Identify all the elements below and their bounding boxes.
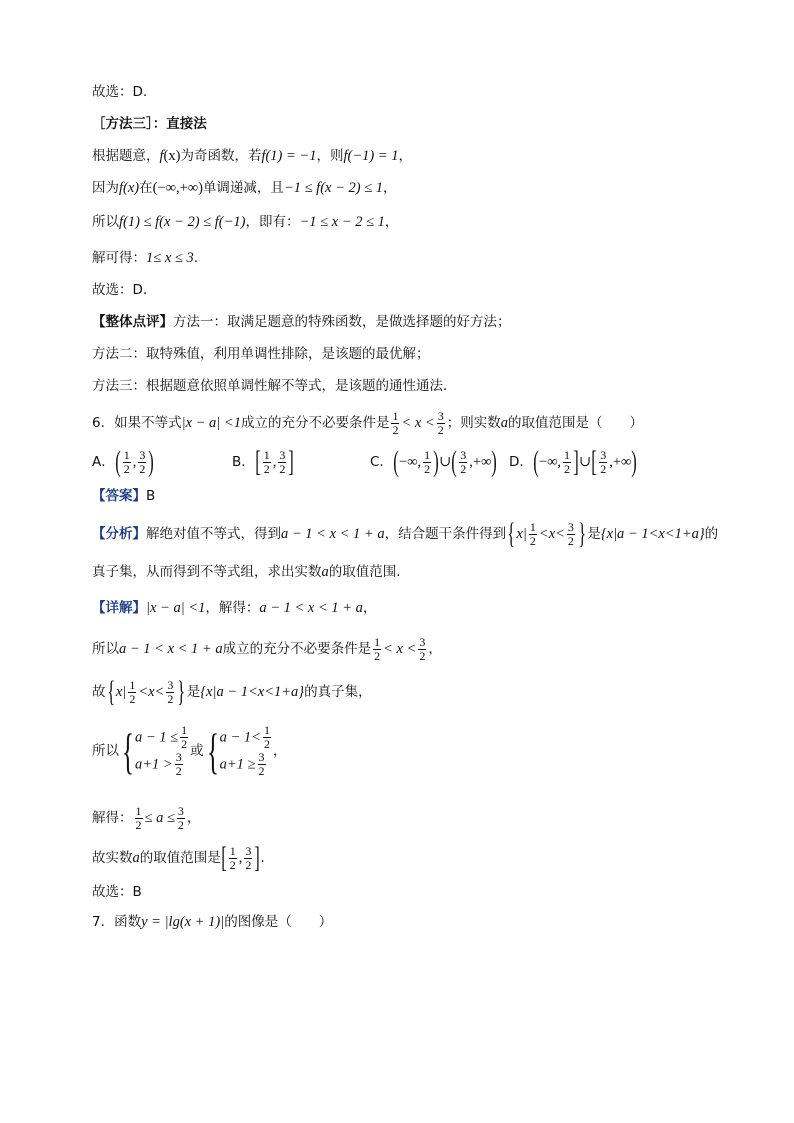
- system-1: a − 1 ≤ $\frac{1}{2}$ a+1 > $\frac{3}{2}$: [135, 723, 188, 778]
- math: f: [159, 148, 164, 164]
- text: 是: [587, 526, 601, 542]
- text: ，解得：: [205, 600, 260, 616]
- math: f(1) = −1: [261, 148, 317, 164]
- text: 的取值范围是（ ）: [507, 415, 643, 431]
- math: a − 1 < x < 1 + a: [281, 526, 385, 542]
- text: 根据题意，: [92, 148, 160, 164]
- text: 在: [139, 180, 153, 196]
- text: ，即有：: [245, 214, 300, 230]
- text: ，: [398, 148, 412, 164]
- detail-line: 所以a − 1 < x < 1 + a成立的充分不必要条件是 $\frac{1}{2}$ < x < $\frac{3}{2}$ ，: [92, 634, 442, 663]
- math: |x − a| <1: [181, 415, 241, 431]
- text: 所以: [92, 743, 119, 759]
- text: 故选：B: [92, 884, 142, 900]
- text: 所以: [92, 641, 119, 657]
- math: f(1) ≤ f(x − 2) ≤ f(−1): [119, 214, 246, 230]
- text: ，: [362, 600, 377, 616]
- math: f(x): [119, 180, 140, 196]
- math: a: [500, 415, 508, 431]
- text-line: [92, 280, 147, 300]
- text-line: [92, 248, 198, 268]
- option-a[interactable]: A．( $\frac{1}{2}$ , $\frac{3}{2}$ ): [92, 445, 155, 478]
- options-row: [92, 444, 712, 480]
- text-line: [92, 344, 430, 364]
- math: −1 ≤ f(x − 2) ≤ 1: [283, 180, 384, 196]
- analysis-line: 【分析】解绝对值不等式，得到a − 1 < x < 1 + a，结合题干条件得到{x| $\frac{1}{2}$ <x< $\frac{3}{2}$ }是{x|a − 1<x<1+a}的: [92, 517, 719, 550]
- text: 故选：D.: [92, 282, 148, 298]
- text: ；则实数: [446, 415, 501, 431]
- math: {x|a − 1<x<1+a}: [200, 684, 305, 700]
- text: 方法一：取满足题意的特殊函数，是做选择题的好方法；: [173, 314, 511, 330]
- option-b[interactable]: B．[ $\frac{1}{2}$ , $\frac{3}{2}$ ]: [232, 445, 295, 478]
- text: 7．函数: [92, 914, 142, 930]
- text: 成立的充分不必要条件是: [240, 415, 390, 431]
- math: < x <: [401, 415, 435, 431]
- text: 的取值范围是: [139, 850, 221, 866]
- math: |x − a| <1: [146, 600, 206, 616]
- text: 故: [92, 684, 106, 700]
- text-line: [92, 212, 398, 232]
- inequality-systems: 所以{ a − 1 ≤ $\frac{1}{2}$ a+1 > $\frac{3}{2}$ 或{ a − 1< $\frac{1}{2}$ a+1 ≥ $\frac{3}{2}$ ，: [92, 723, 287, 779]
- text: 所以: [92, 214, 119, 230]
- text: 是: [186, 684, 201, 700]
- text: 解可得：: [92, 250, 146, 266]
- math: a − 1 < x < 1 + a: [259, 600, 363, 616]
- math: (−∞,+∞): [152, 180, 203, 196]
- text: 的图像是（ ）: [224, 914, 333, 930]
- section-tag: 【答案】: [92, 488, 146, 504]
- text: 单调递减，且: [202, 180, 284, 196]
- detail-line: 解得： $\frac{1}{2}$ ≤ a ≤ $\frac{3}{2}$ ，: [92, 803, 201, 832]
- math: a: [321, 564, 329, 580]
- text: ，: [384, 214, 399, 230]
- text: 故实数: [92, 850, 133, 866]
- question-6: [92, 406, 643, 440]
- text: ，: [428, 641, 442, 657]
- text-line: [92, 376, 457, 396]
- math: y = |lg(x + 1)|: [141, 914, 225, 930]
- text: 为奇函数，若: [180, 148, 262, 164]
- detail-line: [92, 598, 376, 618]
- text-line: [92, 82, 147, 102]
- text: 因为: [92, 180, 119, 196]
- section-tag: 【整体点评】: [92, 314, 173, 330]
- text: 6．如果不等式: [92, 415, 182, 431]
- text: ，结合题干条件得到: [384, 526, 507, 542]
- math: {x|a − 1<x<1+a}: [600, 526, 705, 542]
- fraction: $\frac{3}{2}$: [437, 408, 444, 437]
- text-line: [92, 312, 511, 332]
- text: 的真子集，: [304, 684, 372, 700]
- text: 故选：D.: [92, 84, 148, 100]
- math: f(−1) = 1: [343, 148, 399, 164]
- text: 真子集，从而得到不等式组，求出实数: [92, 564, 322, 580]
- section-heading: [92, 114, 207, 134]
- math: 1≤ x ≤ 3: [146, 250, 194, 266]
- text: ［方法三］：直接法: [92, 116, 207, 132]
- system-2: a − 1< $\frac{1}{2}$ a+1 ≥ $\frac{3}{2}$: [219, 723, 270, 778]
- text: 的取值范围.: [328, 564, 401, 580]
- section-tag: 【分析】: [92, 526, 146, 542]
- math: a − 1 < x < 1 + a: [119, 641, 223, 657]
- answer-value: B: [146, 488, 156, 504]
- text: 方法三：根据题意依照单调性解不等式，是该题的通性通法．: [92, 378, 457, 394]
- text-line: [92, 178, 397, 198]
- option-c[interactable]: C．(−∞, $\frac{1}{2}$ )∪( $\frac{3}{2}$ ,+∞): [370, 445, 498, 478]
- analysis-line-2: [92, 562, 401, 582]
- detail-line: 故实数a的取值范围是[ $\frac{1}{2}$ , $\frac{3}{2}$ ].: [92, 841, 265, 874]
- text: ，: [272, 743, 287, 759]
- text: .: [193, 250, 199, 266]
- text: ，: [186, 810, 201, 826]
- text: 解绝对值不等式，得到: [146, 526, 281, 542]
- answer-line: [92, 486, 155, 506]
- text-line: [92, 882, 142, 902]
- math: (x): [163, 148, 181, 164]
- text: 或: [190, 743, 204, 759]
- section-tag: 【详解】: [92, 600, 146, 616]
- option-d[interactable]: D．(−∞, $\frac{1}{2}$ ]∪[ $\frac{3}{2}$ ,+∞): [509, 445, 638, 478]
- math: −1 ≤ x − 2 ≤ 1: [299, 214, 385, 230]
- text: ，: [383, 180, 397, 196]
- text: 解得：: [92, 810, 133, 826]
- text: 方法二：取特殊值，利用单调性排除，是该题的最优解；: [92, 346, 430, 362]
- text-line: [92, 146, 412, 166]
- fraction: $\frac{1}{2}$: [392, 408, 399, 437]
- text: ，则: [316, 148, 344, 164]
- text: 成立的充分不必要条件是: [222, 641, 372, 657]
- text: 的: [704, 526, 719, 542]
- question-7: [92, 912, 332, 932]
- detail-line: 故{x| $\frac{1}{2}$ <x< $\frac{3}{2}$ }是{x|a − 1<x<1+a}的真子集，: [92, 675, 372, 708]
